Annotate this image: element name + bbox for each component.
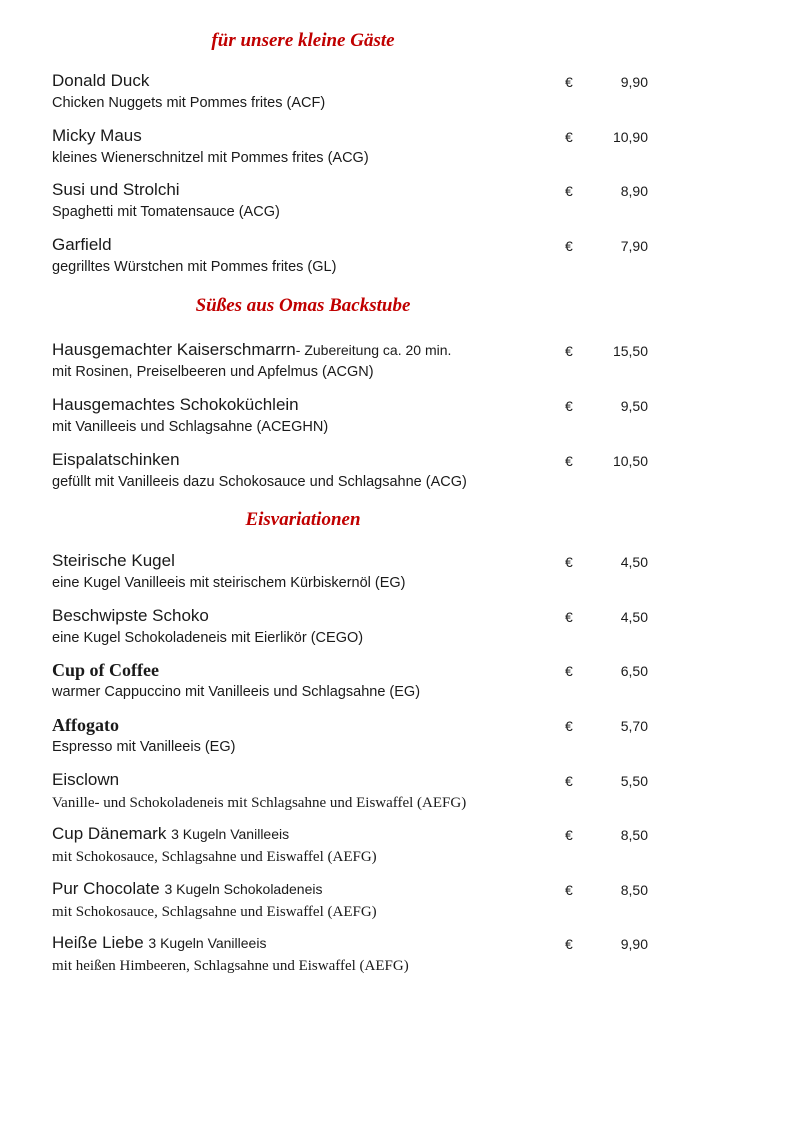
- item-name: Micky Maus: [52, 126, 142, 145]
- section-title-ice-cream: Eisvariationen: [245, 509, 361, 530]
- item-name: Hausgemachter Kaiserschmarrn- Zubereitung ca. 20 min.: [52, 340, 452, 359]
- currency-symbol: €: [565, 453, 573, 469]
- item-description: Chicken Nuggets mit Pommes frites (ACF): [52, 95, 326, 111]
- item-price: 8,50: [620, 827, 648, 843]
- item-name: Eispalatschinken: [52, 450, 180, 469]
- menu-item-kaiserschmarrn: [52, 340, 652, 388]
- item-description: mit Schokosauce, Schlagsahne und Eiswaffel (AEFG): [52, 849, 377, 865]
- item-price: 10,90: [612, 129, 648, 145]
- item-name: Hausgemachtes Schokoküchlein: [52, 395, 299, 414]
- currency-symbol: €: [565, 74, 573, 90]
- currency-symbol: €: [565, 827, 573, 843]
- item-description: eine Kugel Schokoladeneis mit Eierlikör (CEGO): [52, 630, 364, 646]
- item-price: 4,50: [620, 554, 648, 570]
- item-description: mit heißen Himbeeren, Schlagsahne und Eiswaffel (AEFG): [52, 958, 409, 974]
- item-name: Donald Duck: [52, 71, 150, 90]
- item-price: 5,70: [620, 718, 648, 734]
- item-price: 4,50: [620, 609, 648, 625]
- item-note: 3 Kugeln Vanilleeis: [148, 935, 267, 951]
- item-name: Steirische Kugel: [52, 551, 175, 570]
- menu-item-garfield: [52, 235, 652, 283]
- item-price: 8,50: [620, 882, 648, 898]
- section-title-desserts: Süßes aus Omas Backstube: [195, 295, 411, 316]
- item-description: kleines Wienerschnitzel mit Pommes frites (ACG): [52, 150, 369, 166]
- currency-symbol: €: [565, 129, 573, 145]
- item-description: mit Rosinen, Preiselbeeren und Apfelmus (ACGN): [52, 364, 374, 380]
- item-note: 3 Kugeln Schokoladeneis: [164, 881, 323, 897]
- item-price: 15,50: [612, 343, 648, 359]
- item-description: mit Vanilleeis und Schlagsahne (ACEGHN): [52, 419, 329, 435]
- menu-item-eisclown: [52, 770, 652, 818]
- menu-item-eispalatschinken: [52, 450, 652, 498]
- item-description: gegrilltes Würstchen mit Pommes frites (GL): [52, 259, 337, 275]
- item-price: 10,50: [612, 453, 648, 469]
- item-price: 9,90: [620, 74, 648, 90]
- item-price: 7,90: [620, 238, 648, 254]
- item-price: 6,50: [620, 663, 648, 679]
- item-name: Susi und Strolchi: [52, 180, 180, 199]
- currency-symbol: €: [565, 238, 573, 254]
- item-price: 9,50: [620, 398, 648, 414]
- currency-symbol: €: [565, 882, 573, 898]
- item-description: gefüllt mit Vanilleeis dazu Schokosauce und Schlagsahne (ACG): [52, 474, 467, 490]
- item-price: 5,50: [620, 773, 648, 789]
- item-name: Garfield: [52, 235, 112, 254]
- currency-symbol: €: [565, 609, 573, 625]
- item-name: Affogato: [52, 715, 119, 735]
- item-note: 3 Kugeln Vanilleeis: [171, 826, 290, 842]
- menu-item-schokokuechlein: [52, 395, 652, 443]
- currency-symbol: €: [565, 343, 573, 359]
- menu-item-pur-chocolate: [52, 879, 652, 927]
- item-name: Pur Chocolate 3 Kugeln Schokoladeneis: [52, 879, 323, 898]
- item-name: Cup of Coffee: [52, 660, 159, 680]
- section-title-kids: für unsere kleine Gäste: [211, 30, 395, 51]
- item-price: 8,90: [620, 183, 648, 199]
- currency-symbol: €: [565, 554, 573, 570]
- currency-symbol: €: [565, 773, 573, 789]
- item-name: Eisclown: [52, 770, 120, 789]
- menu-item-cup-of-coffee: [52, 660, 652, 708]
- item-name: Beschwipste Schoko: [52, 606, 209, 625]
- currency-symbol: €: [565, 398, 573, 414]
- item-description: Vanille- und Schokoladeneis mit Schlagsahne und Eiswaffel (AEFG): [52, 795, 467, 811]
- menu-item-susi-und-strolchi: [52, 180, 652, 228]
- item-name: Cup Dänemark 3 Kugeln Vanilleeis: [52, 824, 290, 843]
- currency-symbol: €: [565, 936, 573, 952]
- item-price: 9,90: [620, 936, 648, 952]
- menu-item-steirische-kugel: [52, 551, 652, 599]
- menu-item-affogato: [52, 715, 652, 763]
- item-description: eine Kugel Vanilleeis mit steirischem Kürbiskernöl (EG): [52, 575, 406, 591]
- item-description: Spaghetti mit Tomatensauce (ACG): [52, 204, 280, 220]
- menu-item-donald-duck: [52, 71, 652, 119]
- currency-symbol: €: [565, 183, 573, 199]
- currency-symbol: €: [565, 663, 573, 679]
- menu-item-heisse-liebe: [52, 933, 652, 981]
- menu-item-cup-daenemark: [52, 824, 652, 872]
- currency-symbol: €: [565, 718, 573, 734]
- item-description: warmer Cappuccino mit Vanilleeis und Schlagsahne (EG): [52, 684, 421, 700]
- menu-item-beschwipste-schoko: [52, 606, 652, 654]
- item-note: - Zubereitung ca. 20 min.: [295, 342, 452, 358]
- item-name: Heiße Liebe 3 Kugeln Vanilleeis: [52, 933, 267, 952]
- menu-item-micky-maus: [52, 126, 652, 174]
- item-description: mit Schokosauce, Schlagsahne und Eiswaffel (AEFG): [52, 904, 377, 920]
- item-description: Espresso mit Vanilleeis (EG): [52, 739, 236, 755]
